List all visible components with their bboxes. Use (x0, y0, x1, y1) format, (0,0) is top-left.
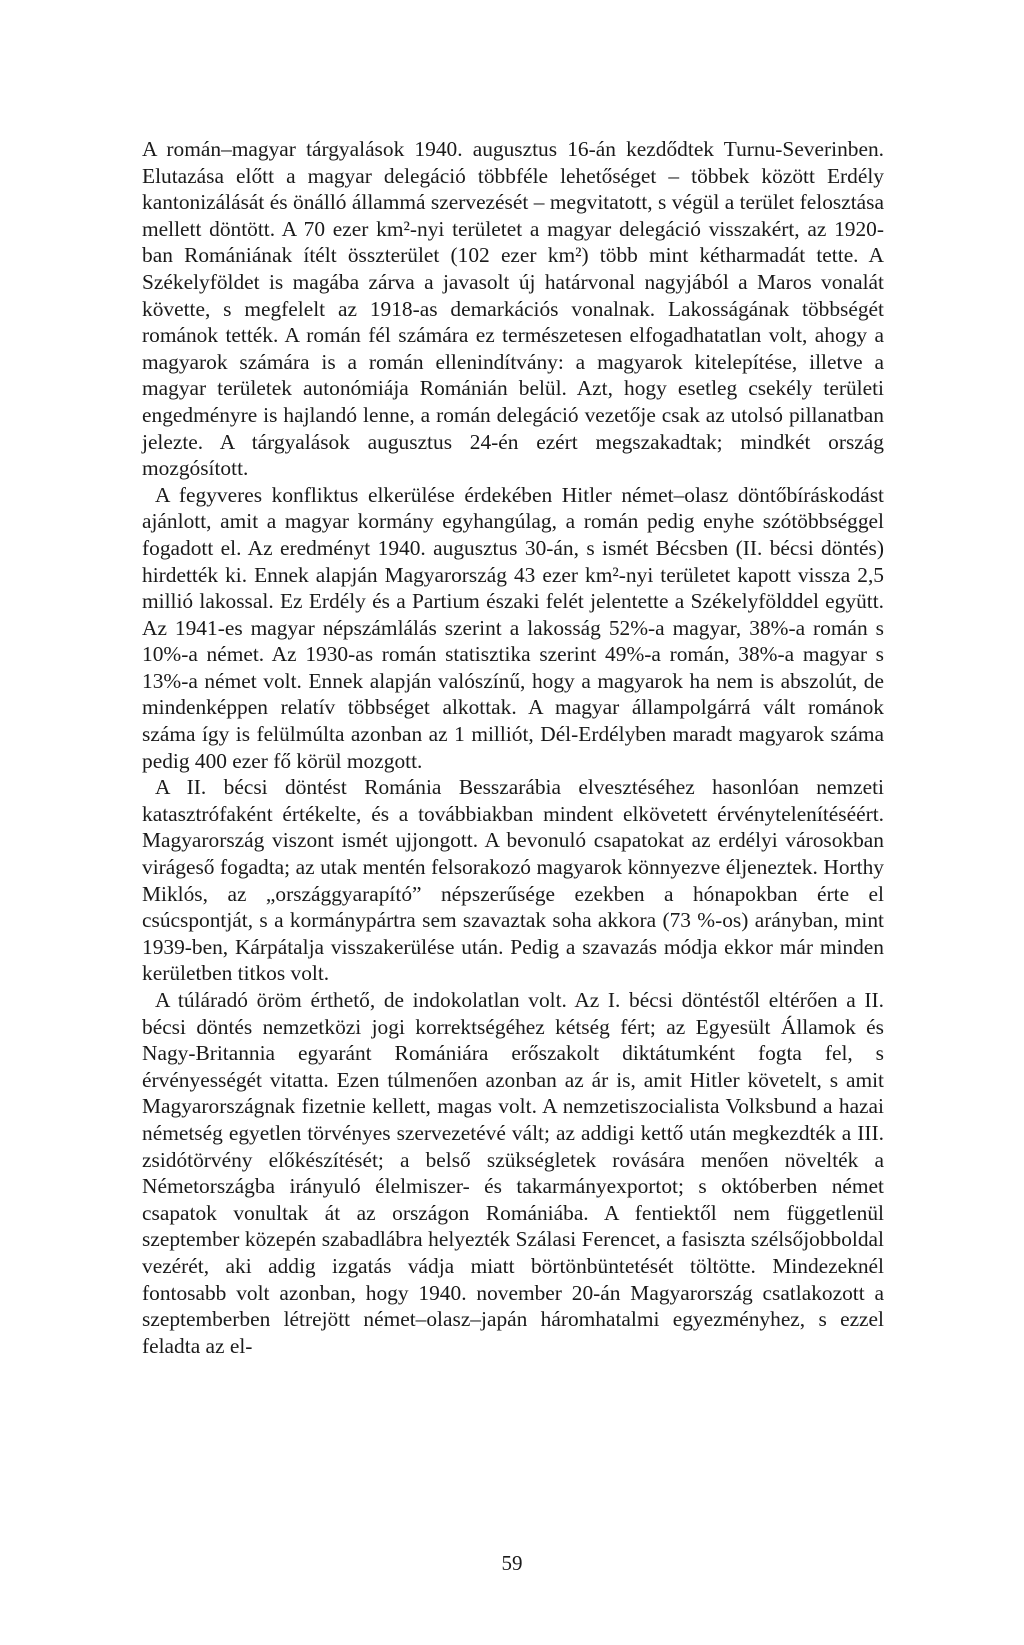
paragraph-3: A II. bécsi döntést Románia Besszarábia elvesztéséhez hasonlóan nemzeti katasztrófaként értékelte, és a továbbiakban mindent elkövetett érvénytelenítéséért. Magyarország viszont ismét ujjongott. A bevonuló csapatokat az erdélyi városokban virágeső fogadta; az utak mentén felsorakozó magyarok könnyezve éljeneztek. Horthy Miklós, az „országgyarapító” népszerűsége ezekben a hónapokban érte el csúcspontját, s a kormánypártra sem szavaztak soha akkora (73 %-os) arányban, mint 1939-ben, Kárpátalja visszakerülése után. Pedig a szavazás módja ekkor már minden kerületben titkos volt. (142, 775, 884, 986)
paragraph-1: A román–magyar tárgyalások 1940. augusztus 16-án kezdődtek Turnu-Severinben. Elutazása előtt a magyar delegáció többféle lehetőséget – többek között Erdély kantonizálását és önálló állammá szervezését – megvitatott, s végül a terület felosztása mellett döntött. A 70 ezer km²-nyi területet a magyar delegáció visszakért, az 1920-ban Romániának ítélt összterület (102 ezer km²) több mint kétharmadát tette. A Székelyföldet is magába zárva a javasolt új határvonal nagyjából a Maros vonalát követte, s megfelelt az 1918-as demarkációs vonalnak. Lakosságának többségét románok tették. A román fél számára ez természetesen elfogadhatatlan volt, ahogy a magyarok számára is a román ellenindítvány: a magyarok kitelepítése, illetve a magyar területek autonómiája Románián belül. Azt, hogy esetleg csekély területi engedményre is hajlandó lenne, a román delegáció vezetője csak az utolsó pillanatban jelezte. A tárgyalások augusztus 24-én ezért megszakadtak; mindkét ország mozgósított. (142, 137, 884, 481)
page-number: 59 (501, 1551, 523, 1575)
paragraph-2: A fegyveres konfliktus elkerülése érdekében Hitler német–olasz döntőbíráskodást ajánlott, amit a magyar kormány egyhangúlag, a román pedig enyhe szótöbbséggel fogadott el. Az eredményt 1940. augusztus 30-án, s ismét Bécsben (II. bécsi döntés) hirdették ki. Ennek alapján Magyarország 43 ezer km²-nyi területet kapott vissza 2,5 millió lakossal. Ez Erdély és a Partium északi felét jelentette a Székelyfölddel együtt. Az 1941-es magyar népszámlálás szerint a lakosság 52%-a magyar, 38%-a román s 10%-a német. Az 1930-as román statisztika szerint 49%-a román, 38%-a magyar s 13%-a német volt. Ennek alapján valószínű, hogy a magyarok ha nem is abszolút, de mindenképpen relatív többséget alkottak. A magyar állampolgárrá vált románok száma így is felülmúlta azonban az 1 milliót, Dél-Erdélyben maradt magyarok száma pedig 400 ezer fő körül mozgott. (142, 482, 884, 773)
body-text (142, 136, 884, 1359)
paragraph-4: A túláradó öröm érthető, de indokolatlan volt. Az I. bécsi döntéstől eltérően a II. bécsi döntés nemzetközi jogi korrektségéhez kétség fért; az Egyesült Államok és Nagy-Britannia egyaránt Romániára erőszakolt diktátumként fogta fel, s érvényességét vitatta. Ezen túlmenően azonban az ár is, amit Hitler követelt, s amit Magyarországnak fizetnie kellett, magas volt. A nemzetiszocialista Volksbund a hazai németség egyetlen törvényes szervezetévé vált; az addigi kettő után megkezdték a III. zsidótörvény előkészítését; a belső szükségletek rovására menően növelték a Németországba irányuló élelmiszer- és takarmányexportot; s októberben német csapatok vonultak át az országon Romániába. A fentiektől nem függetlenül szeptember közepén szabadlábra helyezték Szálasi Ferencet, a fasiszta szélsőjobboldal vezérét, aki addig izgatás vádja miatt börtönbüntetését töltötte. Mindezeknél fontosabb volt azonban, hogy 1940. november 20-án Magyarország csatlakozott a szeptemberben létrejött német–olasz–japán háromhatalmi egyezményhez, s ezzel feladta az el- (142, 988, 884, 1358)
